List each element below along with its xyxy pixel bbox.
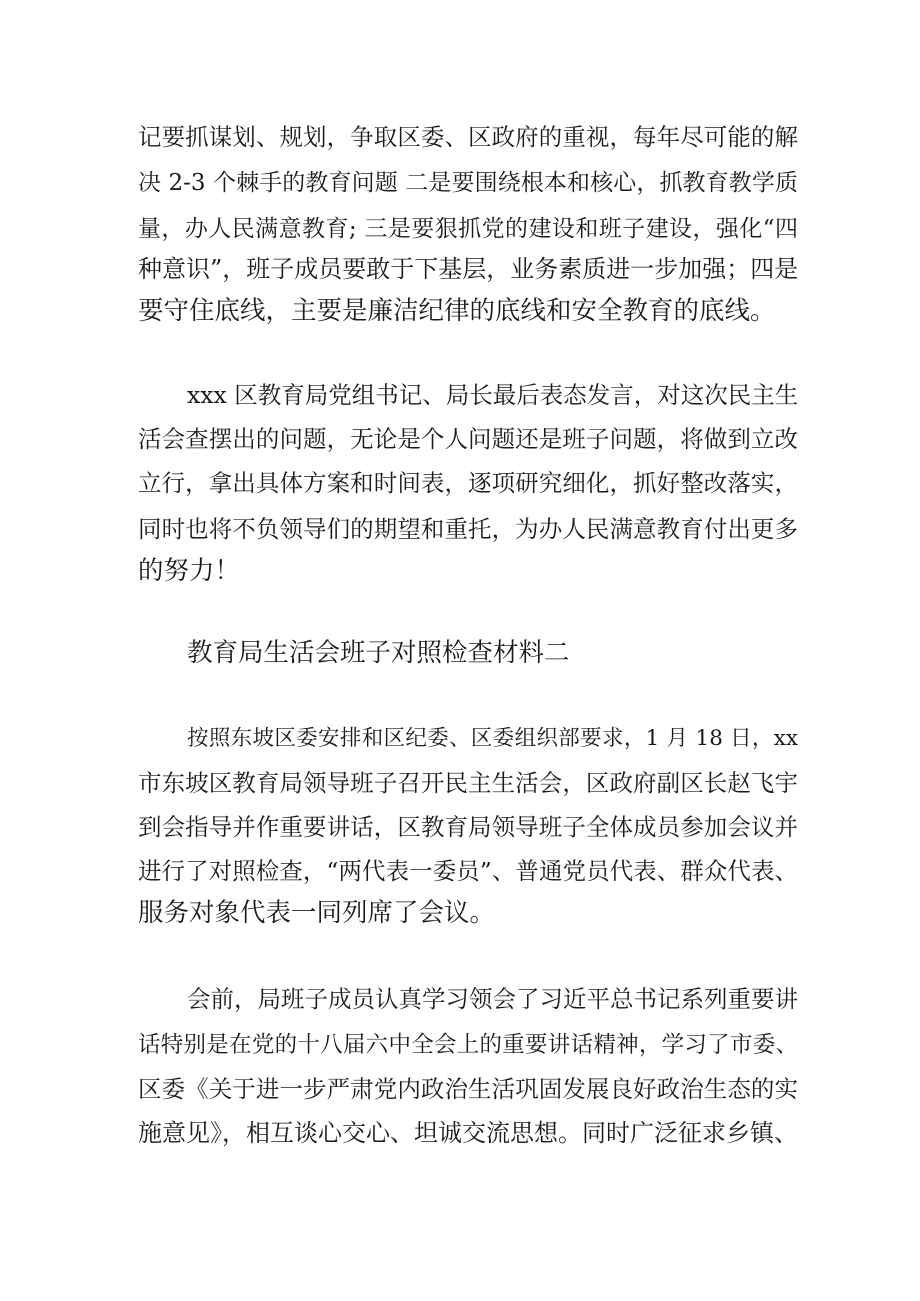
paragraph-2-line-5: 的努力！ (138, 556, 241, 586)
paragraph-1-line-4: 种意识”，班子成员要敢于下基层，业务素质进一步加强；四是 (138, 255, 799, 283)
section-heading: 教育局生活会班子对照检查材料二 (187, 638, 570, 668)
paragraph-3-line-1: 按照东坡区委安排和区纪委、区委组织部要求，1 月 18 日，xx (187, 726, 798, 751)
paragraph-4-line-3: 区委《关于进一步严肃党内政治生活巩固发展良好政治生态的实 (138, 1075, 798, 1103)
paragraph-2-line-3: 立行，拿出具体方案和时间表，逐项研究细化，抓好整改落实， (138, 469, 798, 497)
paragraph-1-line-5: 要守住底线，主要是廉洁纪律的底线和安全教育的底线。 (138, 296, 776, 326)
paragraph-4-line-2: 话特别是在党的十八届六中全会上的重要讲话精神，学习了市委、 (138, 1032, 798, 1058)
paragraph-3-line-3: 到会指导并作重要讲话，区教育局领导班子全体成员参加会议并 (138, 813, 798, 841)
paragraph-2-line-4: 同时也将不负领导们的期望和重托，为办人民满意教育付出更多 (138, 515, 798, 543)
paragraph-1-line-2: 决 2-3 个棘手的教育问题 二是要围绕根本和核心，抓教育教学质 (138, 170, 798, 196)
paragraph-4-line-4: 施意见》，相互谈心交心、坦诚交流思想。同时广泛征求乡镇、 (138, 1119, 798, 1147)
paragraph-1-line-3: 量，办人民满意教育; 三是要狠抓党的建设和班子建设，强化“四 (138, 216, 798, 242)
paragraph-4-line-1: 会前，局班子成员认真学习领会了习近平总书记系列重要讲 (187, 985, 798, 1013)
paragraph-2-line-1: xxx 区教育局党组书记、局长最后表态发言，对这次民主生 (187, 381, 799, 409)
paragraph-3-line-2: 市东坡区教育局领导班子召开民主生活会，区政府副区长赵飞宇 (138, 769, 798, 797)
paragraph-3-line-4: 进行了对照检查，“两代表一委员”、普通党员代表、群众代表、 (138, 857, 798, 885)
paragraph-2-line-2: 活会查摆出的问题，无论是个人问题还是班子问题，将做到立改 (138, 425, 798, 453)
paragraph-3-line-5: 服务对象代表一同列席了会议。 (138, 898, 496, 928)
paragraph-1-line-1: 记要抓谋划、规划，争取区委、区政府的重视，每年尽可能的解 (138, 123, 798, 151)
